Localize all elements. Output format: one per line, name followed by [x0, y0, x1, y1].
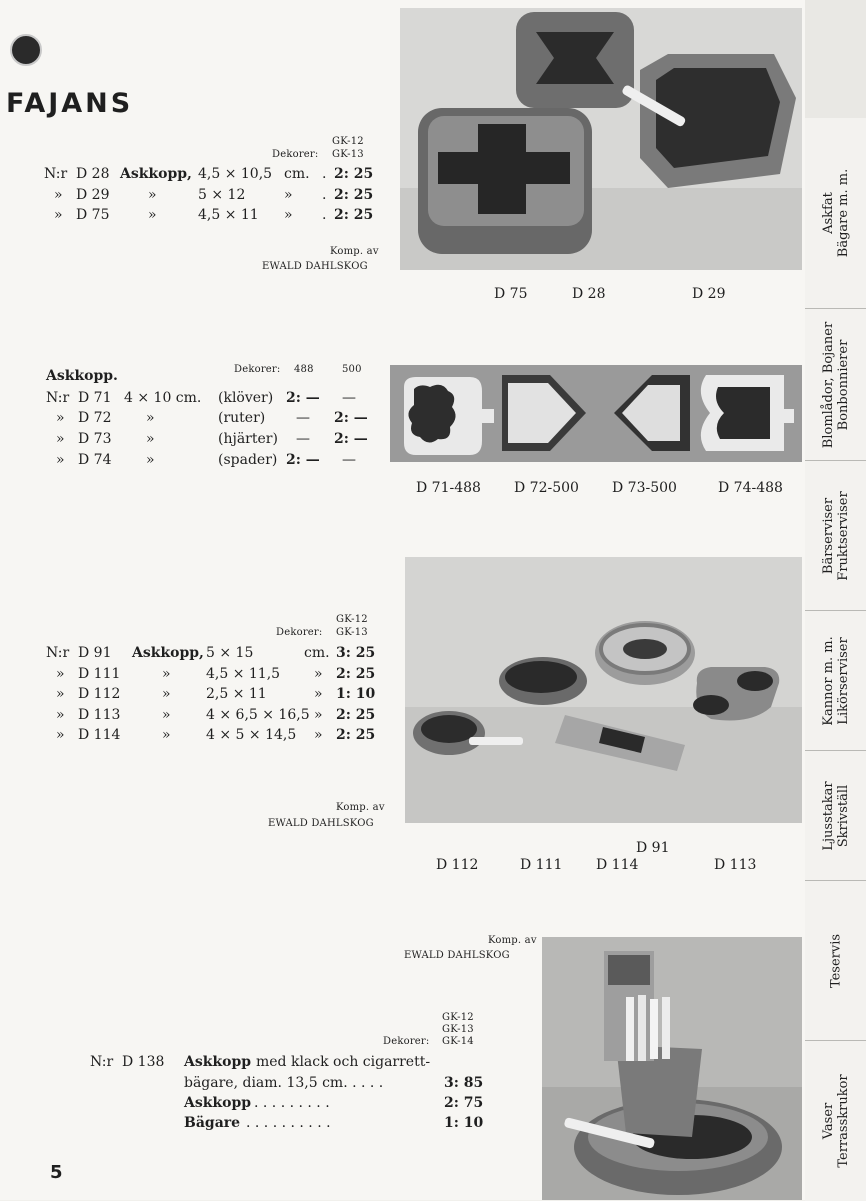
tab-label: Fruktserviser [835, 491, 851, 581]
photo-caption: D 29 [692, 286, 726, 302]
product-row: » D 73 » (hjärter) — 2: — [56, 431, 368, 447]
composer-label: Komp. av [336, 802, 385, 813]
index-tab-ljusstakar[interactable] [805, 750, 866, 881]
product-row: » D 111 » 4,5 × 11,5 » 2: 25 [56, 666, 376, 682]
photo-caption: D 75 [494, 286, 528, 302]
ashtray-photo-1 [400, 8, 802, 270]
photo-caption: D 113 [714, 857, 757, 873]
photo-caption: D 112 [436, 857, 479, 873]
index-tab-kannor[interactable] [805, 610, 866, 751]
photo-caption: D 72-500 [514, 480, 579, 496]
tab-label: Skrivställ [835, 784, 851, 848]
photo-caption: D 74-488 [718, 480, 783, 496]
photo-caption: D 28 [572, 286, 606, 302]
product-row: bägare, diam. 13,5 cm. . . . . 3: 85 [184, 1075, 484, 1091]
photo-caption: D 111 [520, 857, 563, 873]
product-row: Bägare . . . . . . . . . . 1: 10 [184, 1115, 484, 1131]
dekorer-code: GK-13 [336, 627, 368, 638]
product-row: » D 29 » 5 × 12 » . 2: 25 [54, 187, 374, 203]
tab-label: Teservis [828, 933, 843, 989]
product-row: Askkopp . . . . . . . . . 2: 75 [184, 1095, 484, 1111]
tab-label: Askfat [820, 192, 836, 234]
composer-label: Komp. av [488, 935, 537, 946]
page-number: 5 [50, 1162, 63, 1183]
product-row: » D 113 » 4 × 6,5 × 16,5 » 2: 25 [56, 707, 376, 723]
ashtray-photo-2 [390, 365, 802, 462]
dekor-column-header: 500 [342, 364, 362, 375]
index-tab-blomlador[interactable] [805, 308, 866, 461]
dekorer-label: Dekorer: [383, 1036, 430, 1047]
tab-label: Terrasskrukor [835, 1074, 851, 1168]
dekorer-code: GK-12 [442, 1012, 474, 1023]
tab-label: Ljusstakar [820, 781, 836, 851]
dekorer-code: GK-12 [336, 614, 368, 625]
designer-name: EWALD DAHLSKOG [268, 818, 374, 829]
tab-label: Kannor m. m. [820, 636, 836, 726]
product-row: N:r D 91 Askkopp, 5 × 15 cm. 3: 25 [46, 645, 376, 661]
index-tab-barserviser[interactable] [805, 460, 866, 611]
index-tab-askfat[interactable] [805, 118, 866, 308]
product-row: » D 112 » 2,5 × 11 » 1: 10 [56, 686, 376, 702]
tab-label: Bonbonnierer [835, 339, 851, 431]
tab-label: Bärserviser [820, 497, 836, 575]
product-row: » D 75 » 4,5 × 11 » . 2: 25 [54, 207, 374, 223]
photo-caption: D 73-500 [612, 480, 677, 496]
photo-caption: D 71-488 [416, 480, 481, 496]
product-row: » D 72 » (ruter) — 2: — [56, 410, 368, 426]
designer-name: EWALD DAHLSKOG [404, 950, 510, 961]
dekorer-label: Dekorer: [272, 149, 319, 160]
dekorer-code: GK-12 [332, 136, 364, 147]
section-title: Askkopp. [46, 368, 118, 384]
photo-caption: D 114 [596, 857, 639, 873]
tab-label: Likörserviser [835, 637, 851, 725]
tab-label: Vaser [820, 1102, 836, 1140]
index-tab-vaser[interactable] [805, 1040, 866, 1201]
product-row: N:r D 71 4 × 10 cm. (klöver) 2: — — [46, 390, 356, 406]
dekorer-code: GK-14 [442, 1036, 474, 1047]
composer-label: Komp. av [330, 246, 379, 257]
binder-hole [10, 34, 42, 66]
dekorer-code: GK-13 [332, 149, 364, 160]
product-row: » D 74 » (spader) 2: — — [56, 452, 356, 468]
tab-label: Blomlådor, Bojaner [820, 321, 836, 449]
dekorer-label: Dekorer: [234, 364, 281, 375]
dekor-column-header: 488 [294, 364, 314, 375]
dekorer-label: Dekorer: [276, 627, 323, 638]
product-row: » D 114 » 4 × 5 × 14,5 » 2: 25 [56, 727, 376, 743]
ashtray-photo-4 [542, 937, 802, 1200]
tab-label: Bägare m. m. [835, 168, 851, 258]
index-tabs [805, 0, 866, 1200]
product-row: N:r D 138 Askkopp med klack och cigarrett- [90, 1054, 431, 1070]
designer-name: EWALD DAHLSKOG [262, 261, 368, 272]
product-row: N:r D 28 Askkopp, 4,5 × 10,5 cm. . 2: 25 [44, 166, 374, 182]
ashtray-photo-3 [405, 557, 802, 823]
page-title: FAJANS [6, 88, 134, 119]
photo-caption: D 91 [636, 840, 670, 856]
index-tab-teservis[interactable] [805, 880, 866, 1041]
dekorer-code: GK-13 [442, 1024, 474, 1035]
